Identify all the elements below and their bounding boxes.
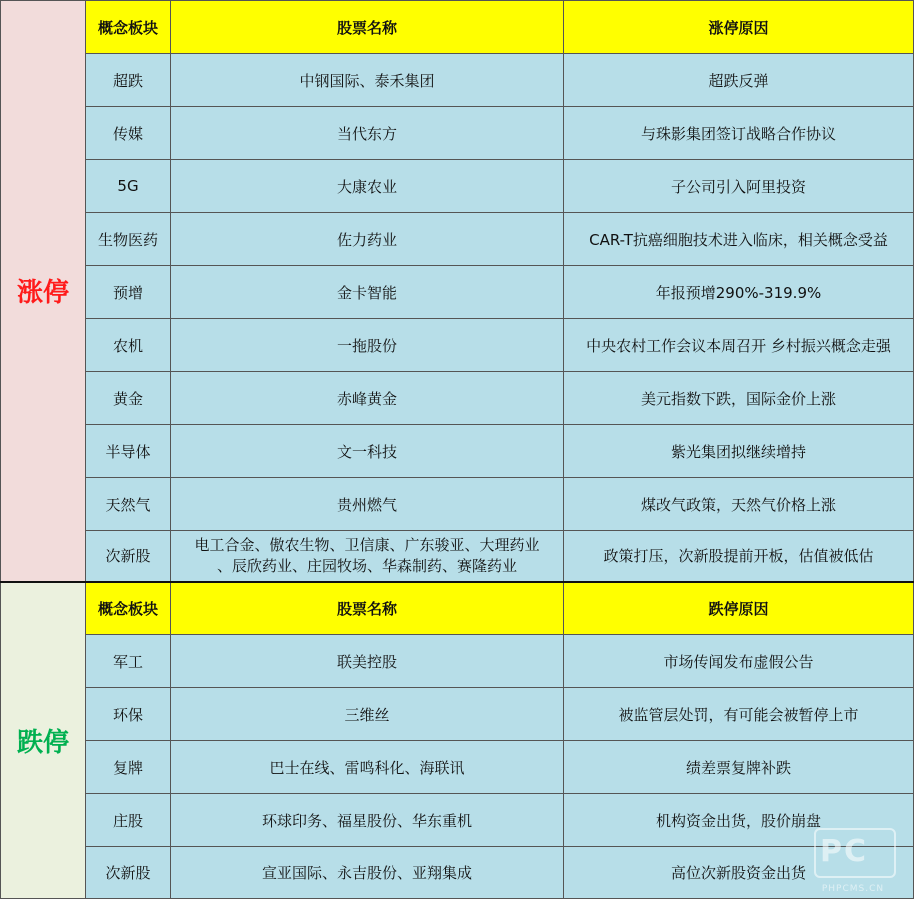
concept-cell: 复牌 [86,741,171,794]
reason-cell: 机构资金出货，股价崩盘 [564,794,914,847]
stock-cell: 佐力药业 [171,213,564,266]
stock-cell: 一拖股份 [171,319,564,372]
stock-cell: 宣亚国际、永吉股份、亚翔集成 [171,847,564,899]
watermark-logo [810,824,896,896]
table-row [1,107,914,160]
concept-cell: 预增 [86,266,171,319]
concept-cell: 生物医药 [86,213,171,266]
table-row [1,635,914,688]
table-row [1,54,914,107]
reason-cell: 超跌反弹 [564,54,914,107]
concept-cell: 军工 [86,635,171,688]
reason-cell: 子公司引入阿里投资 [564,160,914,213]
stock-cell [171,531,564,582]
header-concept: 概念板块 [86,582,171,635]
table-row [1,794,914,847]
table-row [1,266,914,319]
header-reason: 涨停原因 [564,1,914,54]
limit-down-label: 跌停 [1,582,86,899]
header-stock: 股票名称 [171,582,564,635]
header-reason: 跌停原因 [564,582,914,635]
stock-cell: 中钢国际、泰禾集团 [171,54,564,107]
reason-cell: 市场传闻发布虚假公告 [564,635,914,688]
stock-cell: 文一科技 [171,425,564,478]
table-row [1,478,914,531]
stock-cell: 三维丝 [171,688,564,741]
concept-cell: 次新股 [86,531,171,582]
table-row [1,847,914,899]
concept-cell: 超跌 [86,54,171,107]
reason-cell: 高位次新股资金出货 [564,847,914,899]
limit-up-header-row [1,1,914,54]
limit-down-header-row [1,582,914,635]
table-row [1,688,914,741]
table-row [1,372,914,425]
stock-cell: 赤峰黄金 [171,372,564,425]
table-row [1,213,914,266]
concept-cell: 环保 [86,688,171,741]
concept-cell: 天然气 [86,478,171,531]
reason-cell: 煤改气政策，天然气价格上涨 [564,478,914,531]
stock-cell: 当代东方 [171,107,564,160]
reason-cell: 紫光集团拟继续增持 [564,425,914,478]
watermark-logo-text: PC [820,834,869,869]
table-row [1,425,914,478]
concept-cell: 黄金 [86,372,171,425]
watermark-text: PHPCMS.CN [821,884,885,894]
reason-cell: 美元指数下跌，国际金价上涨 [564,372,914,425]
table-row [1,741,914,794]
stock-cell: 环球印务、福星股份、华东重机 [171,794,564,847]
limit-up-label: 涨停 [1,1,86,582]
concept-cell: 庄股 [86,794,171,847]
table-row [1,319,914,372]
table-row [1,160,914,213]
reason-cell: 绩差票复牌补跌 [564,741,914,794]
concept-cell: 次新股 [86,847,171,899]
stock-cell: 巴士在线、雷鸣科化、海联讯 [171,741,564,794]
stock-cell: 金卡智能 [171,266,564,319]
header-concept: 概念板块 [86,1,171,54]
stock-cell: 大康农业 [171,160,564,213]
table-row [1,531,914,582]
reason-cell: 与珠影集团签订战略合作协议 [564,107,914,160]
reason-cell: 政策打压，次新股提前开板，估值被低估 [564,531,914,582]
reason-cell: CAR-T抗癌细胞技术进入临床，相关概念受益 [564,213,914,266]
concept-cell: 5G [86,160,171,213]
stock-cell: 联美控股 [171,635,564,688]
header-stock: 股票名称 [171,1,564,54]
concept-cell: 传媒 [86,107,171,160]
reason-cell: 被监管层处罚，有可能会被暂停上市 [564,688,914,741]
reason-cell: 年报预增290%-319.9% [564,266,914,319]
concept-cell: 农机 [86,319,171,372]
stock-line: 电工合金、傲农生物、卫信康、广东骏亚、大理药业 [194,535,540,554]
concept-cell: 半导体 [86,425,171,478]
stock-cell: 贵州燃气 [171,478,564,531]
reason-cell: 中央农村工作会议本周召开 乡村振兴概念走强 [564,319,914,372]
stock-line: 、辰欣药业、庄园牧场、华森制药、赛隆药业 [216,556,517,575]
